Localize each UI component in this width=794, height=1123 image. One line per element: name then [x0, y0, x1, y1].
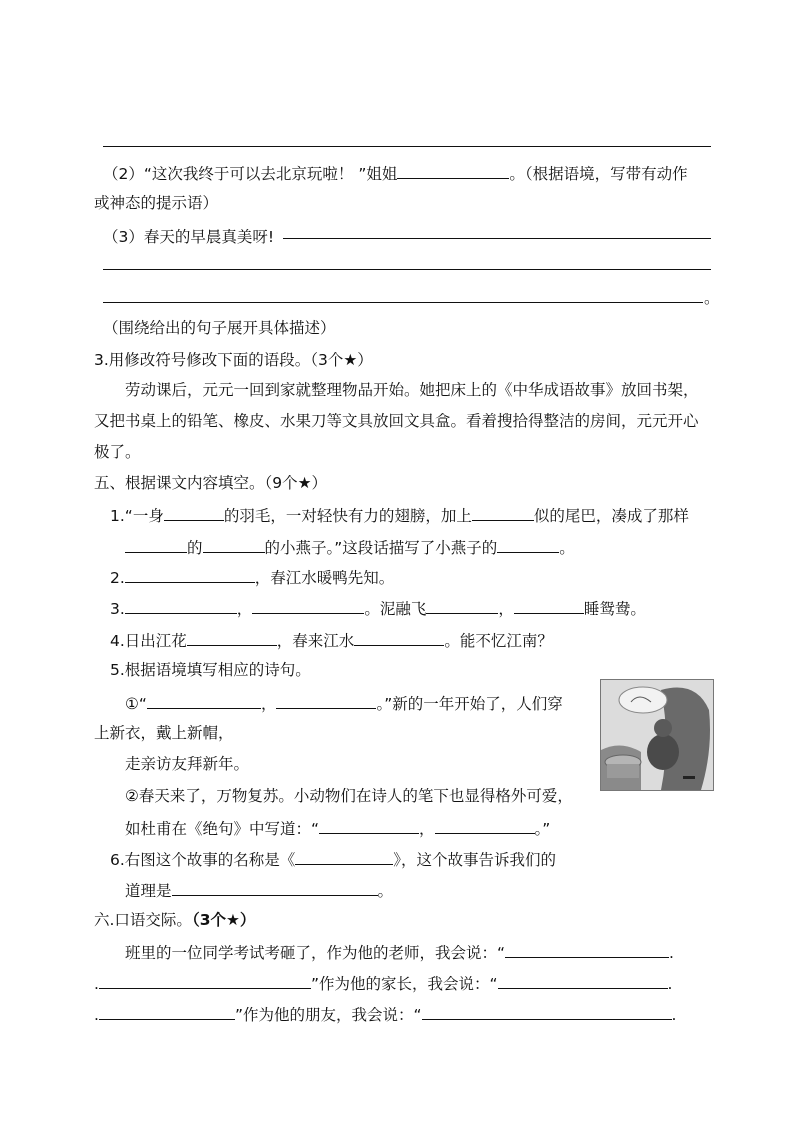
answer-blank[interactable] — [505, 941, 669, 958]
fill-text: 。能不忆江南？ — [444, 632, 553, 650]
fill-text: 的小燕子。”这段话描写了小燕子的 — [264, 539, 498, 557]
answer-blank[interactable] — [397, 162, 509, 179]
answer-blank[interactable] — [497, 536, 559, 553]
fill-text: 》，这个故事告诉我们的 — [393, 851, 557, 869]
answer-blank[interactable] — [498, 972, 668, 989]
answer-line[interactable] — [283, 238, 711, 239]
answer-blank[interactable] — [435, 817, 535, 834]
oral-line-2 — [94, 972, 672, 994]
answer-blank[interactable] — [125, 566, 255, 583]
fill-item-1-cont — [125, 536, 575, 558]
section-stars: （3个★） — [191, 911, 256, 929]
fill-item-5-1 — [125, 692, 563, 714]
question-2-line — [103, 162, 688, 184]
fill-text: 。”新的一年开始了，人们穿 — [376, 695, 563, 713]
answer-blank[interactable] — [295, 848, 393, 865]
question-text: （3）春天的早晨真美呀! — [103, 228, 275, 246]
answer-blank[interactable] — [99, 972, 311, 989]
fill-text: ， — [419, 820, 435, 838]
fill-item-4 — [110, 629, 553, 651]
fill-text: 的 — [187, 539, 203, 557]
fill-text: ①“ — [125, 695, 147, 713]
fill-text: ， — [236, 600, 253, 618]
fill-text: 。 — [559, 539, 575, 557]
answer-blank[interactable] — [422, 1003, 672, 1020]
fill-text: 如杜甫在《绝句》中写道：“ — [125, 820, 320, 838]
oral-text: ”作为他的家长，我会说：“ — [310, 975, 498, 993]
answer-line[interactable] — [103, 302, 703, 303]
fill-text: ②春天来了，万物复苏。小动物们在诗人的笔下也显得格外可爱， — [125, 787, 573, 805]
fill-text: ， — [498, 600, 514, 618]
section-6-title — [94, 910, 255, 930]
fill-item-6-cont — [125, 879, 393, 901]
fill-text: 似的尾巴，凑成了那样 — [533, 507, 689, 525]
answer-blank[interactable] — [125, 536, 187, 553]
oral-line-1 — [125, 941, 674, 963]
answer-line[interactable] — [103, 269, 711, 270]
fill-text: 上新衣，戴上新帽， — [94, 724, 234, 742]
answer-blank[interactable] — [472, 504, 534, 521]
fill-text: 睡鸳鸯。 — [583, 600, 646, 618]
fill-text: 走亲访友拜新年。 — [125, 755, 250, 773]
answer-blank[interactable] — [187, 629, 277, 646]
fill-text: ，春江水暖鸭先知。 — [254, 569, 395, 587]
fill-item-5-2 — [125, 817, 550, 839]
oral-text: . — [671, 1006, 677, 1024]
answer-blank[interactable] — [172, 879, 378, 896]
fill-text: 4.日出江花 — [110, 632, 187, 650]
answer-blank[interactable] — [99, 1003, 235, 1020]
fill-text: ， — [260, 695, 277, 713]
fill-text: 2. — [110, 569, 125, 587]
answer-blank[interactable] — [514, 597, 584, 614]
oral-text: ”作为他的朋友，我会说：“ — [234, 1006, 422, 1024]
question-text: （2）“这次我终于可以去北京玩啦！ ”姐姐 — [103, 165, 398, 183]
answer-blank[interactable] — [354, 629, 444, 646]
fill-item-3 — [110, 597, 646, 619]
fill-item-5-title: 5.根据语境填写相应的诗句。 — [110, 661, 311, 679]
oral-text: . — [667, 975, 673, 993]
fill-item-1 — [110, 504, 689, 526]
question-3-line — [103, 227, 274, 247]
punctuation: 。 — [704, 289, 720, 307]
paragraph-text: 又把书桌上的铅笔、橡皮、水果刀等文具放回文具盒。看着搜拾得整洁的房间，元元开心 — [94, 412, 699, 430]
answer-blank[interactable] — [125, 597, 237, 614]
oral-line-3 — [94, 1003, 676, 1025]
section-5-title: 五、根据课文内容填空。（9个★） — [94, 474, 328, 492]
answer-blank[interactable] — [426, 597, 498, 614]
oral-text: . — [669, 944, 674, 962]
fill-text: 道理是 — [125, 882, 172, 900]
fill-text: 的羽毛，一对轻快有力的翅膀，加上 — [223, 507, 472, 525]
fill-item-2 — [110, 566, 394, 588]
question-text: 或神态的提示语） — [94, 194, 219, 212]
paragraph-text: 劳动课后，元元一回到家就整理物品开始。她把床上的《中华成语故事》放回书架， — [125, 381, 699, 399]
answer-blank[interactable] — [203, 536, 265, 553]
section-3-title: 3.用修改符号修改下面的语段。（3个★） — [94, 351, 373, 369]
fill-text: 。泥融飞 — [364, 600, 427, 618]
story-illustration — [600, 679, 714, 791]
fill-text: 1.“一身 — [110, 507, 164, 525]
answer-blank[interactable] — [252, 597, 364, 614]
fill-text: 6.右图这个故事的名称是《 — [110, 851, 296, 869]
question-text: 。（根据语境，写带有动作 — [509, 165, 688, 183]
paragraph-text: 极了。 — [94, 443, 141, 461]
fill-text: 3. — [110, 600, 125, 618]
answer-blank[interactable] — [276, 692, 376, 709]
fill-text: 。 — [377, 882, 394, 900]
illustration-image — [601, 680, 713, 790]
oral-text: . — [94, 1006, 99, 1024]
oral-text: 班里的一位同学考试考砸了，作为他的老师，我会说：“ — [125, 944, 506, 962]
answer-blank[interactable] — [164, 504, 224, 521]
fill-item-6 — [110, 848, 556, 870]
answer-blank[interactable] — [319, 817, 419, 834]
question-note: （围绕给出的句子展开具体描述） — [103, 319, 336, 337]
answer-blank[interactable] — [147, 692, 261, 709]
section-title-text: 六.口语交际。 — [94, 911, 192, 929]
answer-line — [103, 146, 711, 147]
fill-text: 。” — [534, 820, 551, 838]
oral-text: . — [94, 975, 99, 993]
fill-text: ，春来江水 — [276, 632, 355, 650]
